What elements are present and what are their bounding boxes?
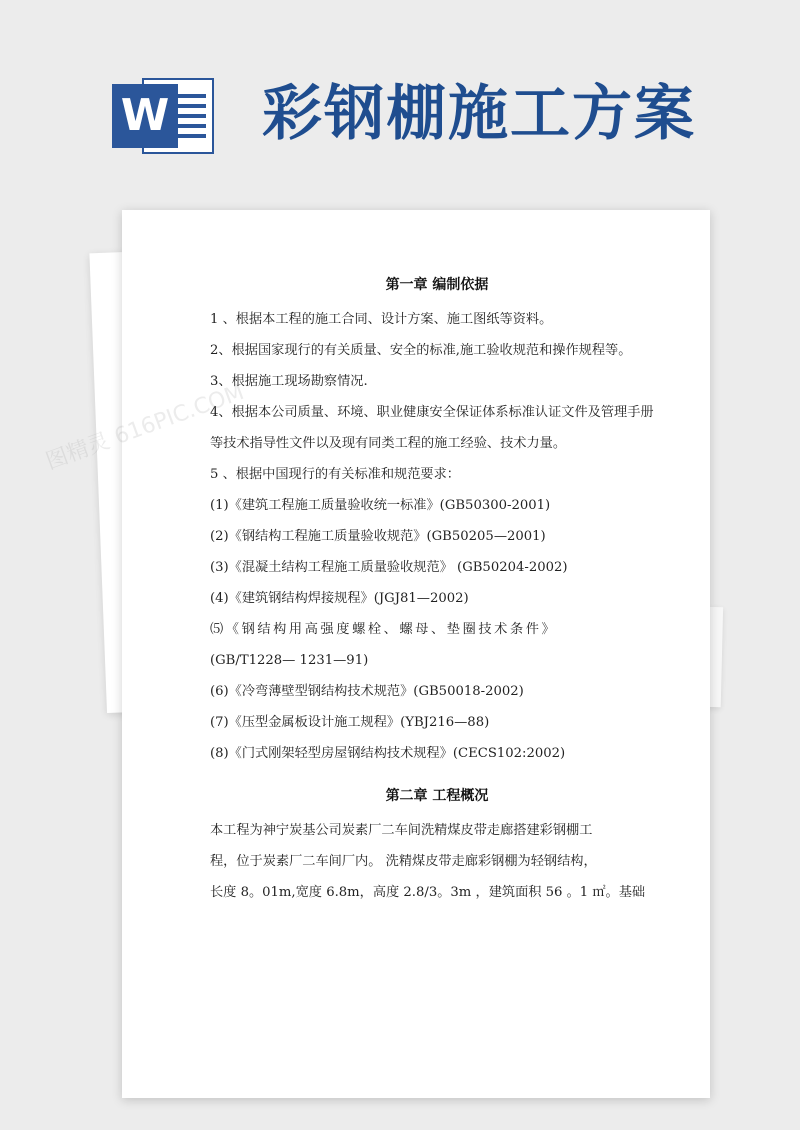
paragraph-5: 5 、根据中国现行的有关标准和规范要求： bbox=[210, 467, 460, 482]
document-page bbox=[122, 210, 710, 1098]
word-document-icon bbox=[112, 78, 216, 154]
paragraph-2: 2、根据国家现行的有关质量、安全的标准,施工验收规范和操作规程等。 bbox=[210, 343, 632, 358]
paragraph-4: 4、根据本公司质量、环境、职业健康安全保证体系标准认证文件及管理手册等技术指导性文件以及现有同类工程的施工经验、技术力量。 bbox=[210, 405, 654, 451]
overview-line-2: 程，位于炭素厂二车间厂内。 洗精煤皮带走廊彩钢棚为轻钢结构， bbox=[210, 854, 597, 869]
overview-line-1: 本工程为神宁炭基公司炭素厂二车间洗精煤皮带走廊搭建彩钢棚工 bbox=[210, 823, 593, 838]
chapter-2-heading: 第二章 工程概况 bbox=[385, 788, 489, 804]
paragraph-3: 3、根据施工现场勘察情况. bbox=[210, 374, 368, 389]
standard-item-4: (4)《建筑钢结构焊接规程》(JGJ81—2002) bbox=[210, 591, 469, 606]
standard-item-1: (1)《建筑工程施工质量验收统一标准》(GB50300-2001) bbox=[210, 498, 551, 513]
standard-item-7: (7)《压型金属板设计施工规程》(YBJ216—88) bbox=[210, 715, 490, 730]
header bbox=[0, 0, 800, 210]
standard-item-3: (3)《混凝土结构工程施工质量验收规范》 (GB50204-2002) bbox=[210, 560, 568, 575]
standard-item-8: (8)《门式刚架轻型房屋钢结构技术规程》(CECS102:2002) bbox=[210, 746, 566, 761]
standard-item-6: (6)《冷弯薄壁型钢结构技术规范》(GB50018-2002) bbox=[210, 684, 524, 699]
overview-line-3: 长度 8。01m,宽度 6.8m，高度 2.8/3。3m ，建筑面积 56 。1 ㎡。基础 bbox=[210, 885, 646, 900]
page-title: 彩钢棚施工方案 bbox=[262, 79, 696, 149]
standard-item-2: (2)《钢结构工程施工质量验收规范》(GB50205—2001) bbox=[210, 529, 546, 544]
standard-item-5: ⑸《钢结构用高强度螺栓、螺母、垫圈技术条件》 bbox=[210, 622, 558, 637]
watermark: 图精灵 bbox=[42, 428, 114, 475]
chapter-1-heading: 第一章 编制依据 bbox=[385, 277, 489, 293]
word-letter-badge: W bbox=[112, 84, 178, 148]
paragraph-1: 1 、根据本工程的施工合同、设计方案、施工图纸等资料。 bbox=[210, 312, 553, 327]
standard-item-5-code: (GB/T1228— 1231—91) bbox=[210, 653, 369, 668]
